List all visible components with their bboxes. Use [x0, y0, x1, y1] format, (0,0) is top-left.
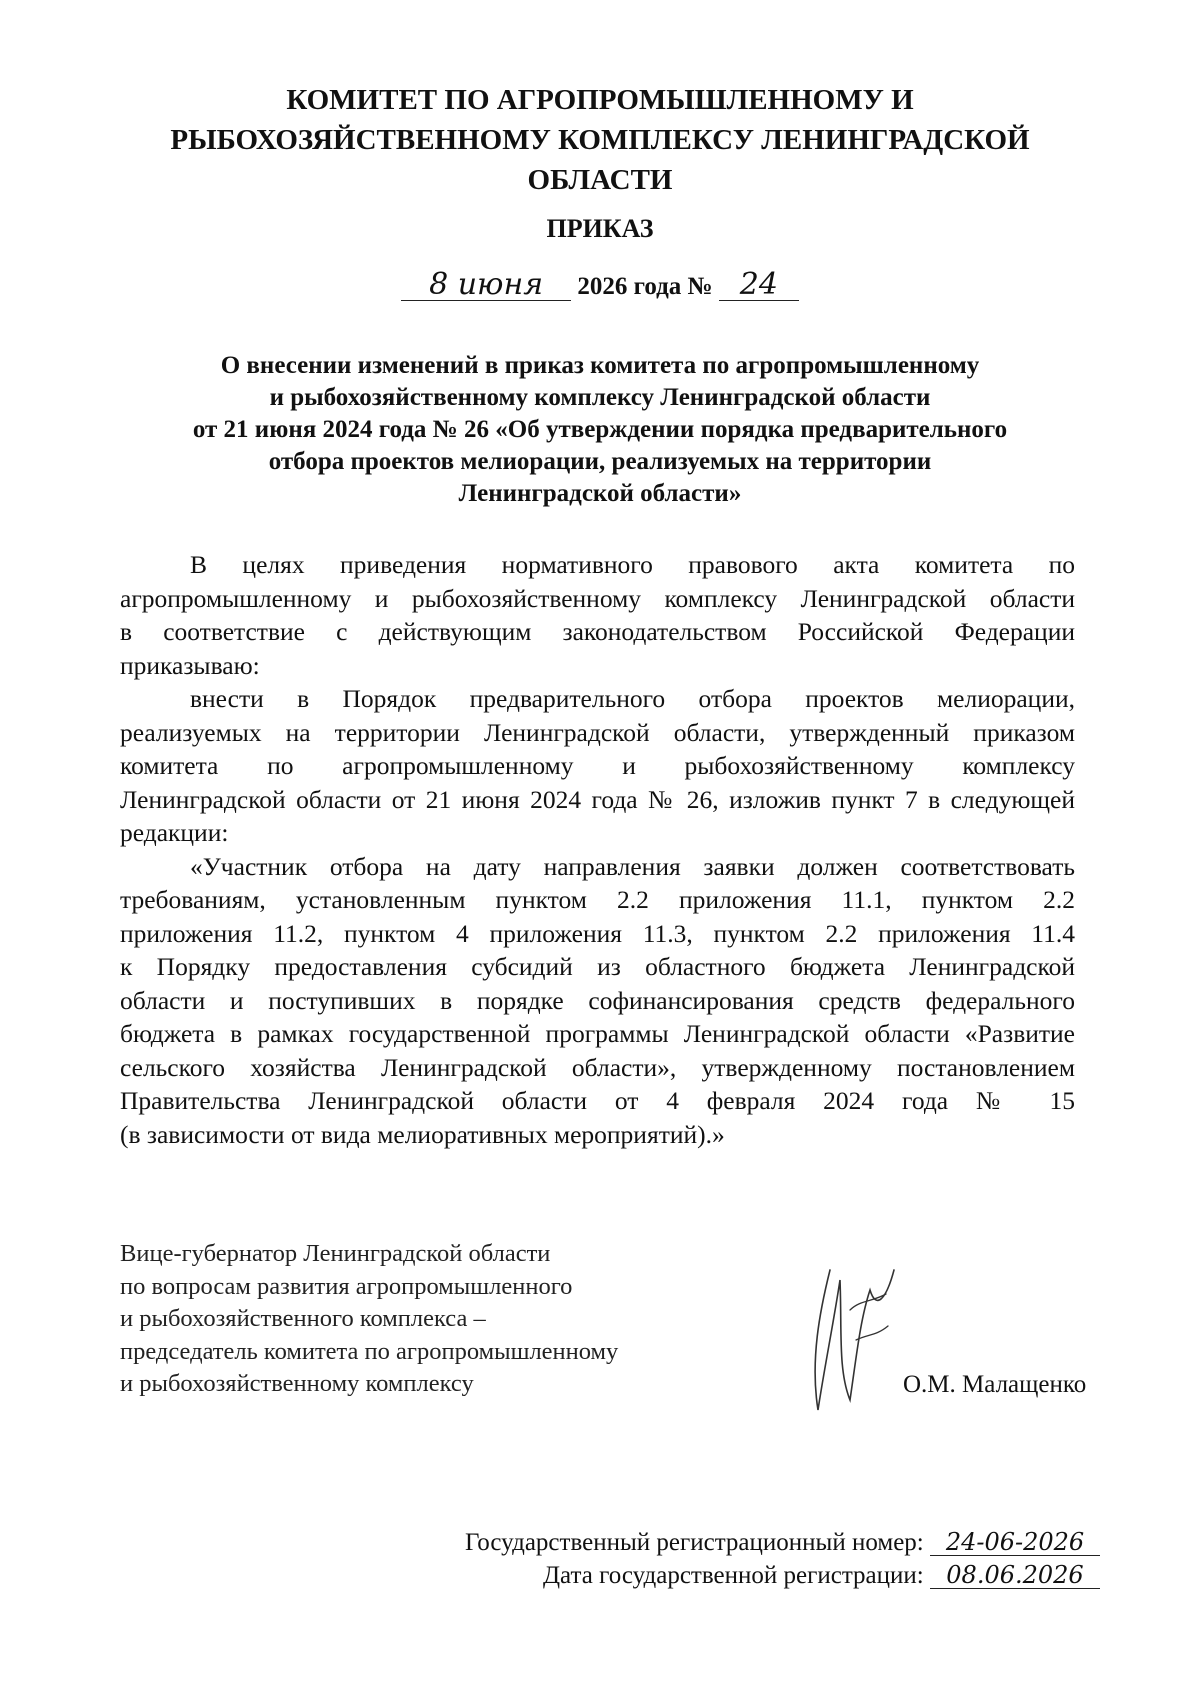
order-subject — [130, 350, 1070, 510]
registration-number-row — [400, 1526, 1100, 1559]
body-line: агропромышленному и рыбохозяйственному комплексу Ленинградской области — [120, 583, 1075, 613]
body-line: области и поступивших в порядке софинансирования средств федерального — [120, 985, 1075, 1015]
handwritten-signature — [790, 1250, 900, 1420]
position-line: и рыбохозяйственного комплекса – — [120, 1305, 486, 1332]
body-line: приказываю: — [120, 650, 260, 680]
body-line: редакции: — [120, 818, 229, 847]
organization-title — [120, 80, 1080, 200]
signatory-name: О.М. Малащенко — [903, 1371, 1087, 1398]
body-line: к Порядку предоставления субсидий из областного бюджета Ленинградской — [120, 952, 1075, 981]
body-line: внести в Порядок предварительного отбора проектов мелиорации, — [190, 684, 1075, 713]
body-line: требованиям, установленным пунктом 2.2 приложения 11.1, пунктом 2.2 — [120, 885, 1075, 914]
subject-line: Ленинградской области» — [458, 480, 742, 507]
subject-line: отбора проектов мелиорации, реализуемых на территории — [268, 448, 932, 475]
body-line: Ленинградской области от 21 июня 2024 года № 26, изложив пункт 7 в следующей — [120, 784, 1075, 814]
body-line: (в зависимости от вида мелиоративных мероприятий).» — [120, 1119, 725, 1149]
org-line: ОБЛАСТИ — [527, 164, 673, 196]
position-line: Вице-губернатор Ленинградской области — [120, 1240, 551, 1267]
registration-date-value: 08.06.2026 — [930, 1562, 1100, 1589]
registration-number-value: 24-06-2026 — [930, 1529, 1100, 1556]
subject-line: от 21 июня 2024 года № 26 «Об утверждении порядка предварительного — [192, 416, 1008, 443]
order-body — [120, 548, 1075, 1151]
org-line: РЫБОХОЗЯЙСТВЕННОМУ КОМПЛЕКСУ ЛЕНИНГРАДСКОЙ — [170, 124, 1030, 156]
registration-block — [400, 1526, 1100, 1592]
position-line: и рыбохозяйственному комплексу — [120, 1370, 474, 1397]
body-line: в соответствие с действующим законодательством Российской Федерации — [120, 617, 1075, 646]
body-line: В целях приведения нормативного правового акта комитета по — [190, 550, 1075, 579]
body-line: сельского хозяйства Ленинградской области», утвержденному постановлением — [120, 1052, 1075, 1082]
date-suffix: 2026 года № — [577, 273, 713, 300]
body-line: Правительства Ленинградской области от 4 февраля 2024 года № 15 — [120, 1086, 1075, 1115]
order-date-line — [300, 267, 900, 304]
document-type: ПРИКАЗ — [546, 214, 654, 243]
body-line: приложения 11.2, пунктом 4 приложения 11.3, пунктом 2.2 приложения 11.4 — [120, 918, 1075, 948]
org-line: КОМИТЕТ ПО АГРОПРОМЫШЛЕННОМУ И — [286, 84, 914, 116]
registration-number-label: Государственный регистрационный номер: — [465, 1529, 924, 1556]
subject-line: О внесении изменений в приказ комитета по агропромышленному — [220, 352, 980, 379]
handwritten-order-number: 24 — [719, 270, 799, 301]
registration-date-row — [400, 1559, 1100, 1592]
subject-line: и рыбохозяйственному комплексу Ленинградской области — [269, 384, 931, 411]
body-line: комитета по агропромышленному и рыбохозяйственному комплексу — [120, 751, 1075, 780]
handwritten-date: 8 июня — [401, 270, 571, 301]
position-line: председатель комитета по агропромышленному — [120, 1337, 619, 1365]
body-line: реализуемых на территории Ленинградской области, утвержденный приказом — [120, 717, 1075, 747]
position-line: по вопросам развития агропромышленного — [120, 1272, 573, 1300]
registration-date-label: Дата государственной регистрации: — [543, 1562, 924, 1589]
body-line: бюджета в рамках государственной программы Ленинградской области «Развитие — [120, 1019, 1075, 1048]
body-line: «Участник отбора на дату направления заявки должен соответствовать — [190, 851, 1075, 881]
signatory-position — [120, 1238, 740, 1401]
